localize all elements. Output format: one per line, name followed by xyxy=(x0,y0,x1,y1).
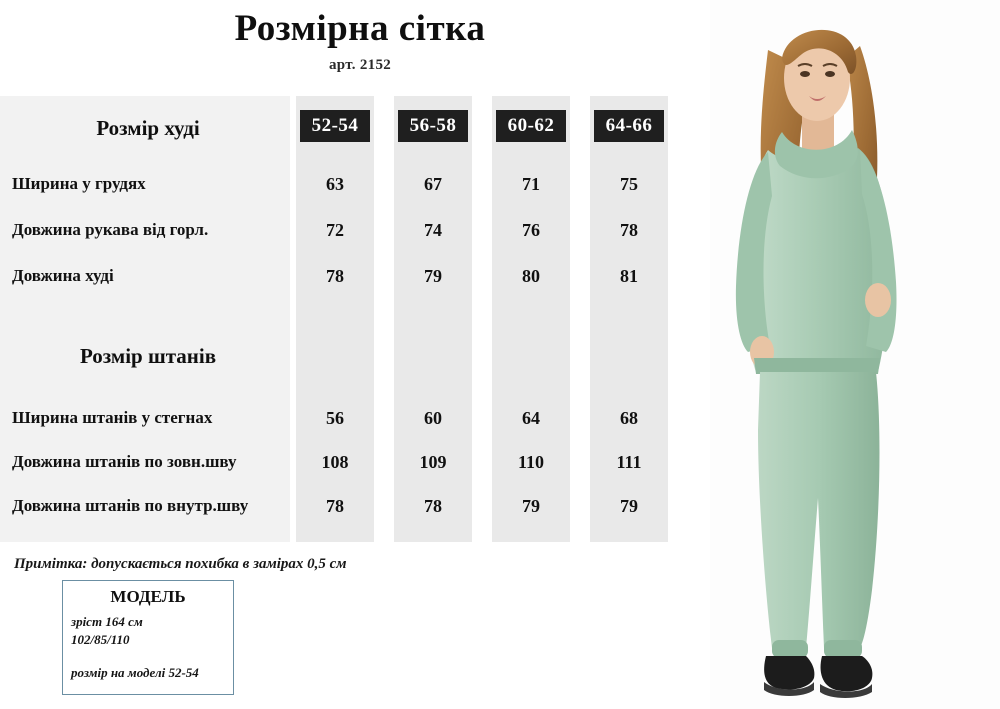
row-value: 74 xyxy=(424,219,442,240)
row-value: 108 xyxy=(321,451,349,472)
section-title-pants: Розмір штанів xyxy=(79,344,217,368)
row-value: 78 xyxy=(424,495,442,516)
row-value: 111 xyxy=(616,451,642,472)
row-value: 78 xyxy=(620,219,638,240)
section-title-hoodie: Розмір худі xyxy=(96,116,200,140)
table-row xyxy=(0,484,690,528)
row-value: 63 xyxy=(326,173,344,194)
row-value: 64 xyxy=(522,407,540,428)
row-value: 75 xyxy=(620,173,638,194)
article-code: арт. 2152 xyxy=(328,56,392,73)
model-photo xyxy=(710,0,1000,709)
size-chip-60-62: 60-62 xyxy=(496,110,566,142)
table-row xyxy=(0,162,690,206)
page-title: Розмірна сітка xyxy=(234,8,486,49)
model-height: зріст 164 см xyxy=(71,614,143,629)
table-row xyxy=(0,440,690,484)
measurement-note: Примітка: допускається похибка в замірах 0,5 см xyxy=(14,556,347,572)
title-block xyxy=(0,8,720,74)
row-value: 78 xyxy=(326,495,344,516)
row-value: 79 xyxy=(522,495,540,516)
model-size: розмір на моделі 52-54 xyxy=(71,665,199,681)
table-row xyxy=(0,208,690,252)
row-value: 109 xyxy=(419,451,447,472)
row-value: 60 xyxy=(424,407,442,428)
row-value: 78 xyxy=(326,265,344,286)
model-box-title: МОДЕЛЬ xyxy=(110,587,186,606)
row-value: 67 xyxy=(424,173,442,194)
row-label: Довжина худі xyxy=(12,266,114,285)
row-value: 81 xyxy=(620,265,638,286)
row-label: Довжина штанів по внутр.шву xyxy=(12,496,249,515)
row-value: 110 xyxy=(517,451,544,472)
table-row xyxy=(0,254,690,298)
row-label: Довжина штанів по зовн.шву xyxy=(12,452,237,471)
size-chip-52-54: 52-54 xyxy=(300,110,370,142)
row-value: 71 xyxy=(522,173,540,194)
table-row xyxy=(0,396,690,440)
row-value: 79 xyxy=(424,265,442,286)
size-table xyxy=(0,96,690,542)
row-label: Ширина штанів у стегнах xyxy=(12,408,213,427)
row-value: 76 xyxy=(522,219,540,240)
model-info-box xyxy=(62,580,234,695)
size-chip-56-58: 56-58 xyxy=(398,110,468,142)
row-label: Ширина у грудях xyxy=(12,174,146,193)
row-value: 68 xyxy=(620,407,638,428)
row-value: 56 xyxy=(326,407,344,428)
model-figure-illustration xyxy=(710,0,1000,709)
row-value: 80 xyxy=(522,265,540,286)
size-chip-64-66: 64-66 xyxy=(594,110,664,142)
row-value: 72 xyxy=(326,219,344,240)
row-value: 79 xyxy=(620,495,638,516)
row-label: Довжина рукава від горл. xyxy=(12,220,209,239)
model-measurements: 102/85/110 xyxy=(71,631,130,647)
